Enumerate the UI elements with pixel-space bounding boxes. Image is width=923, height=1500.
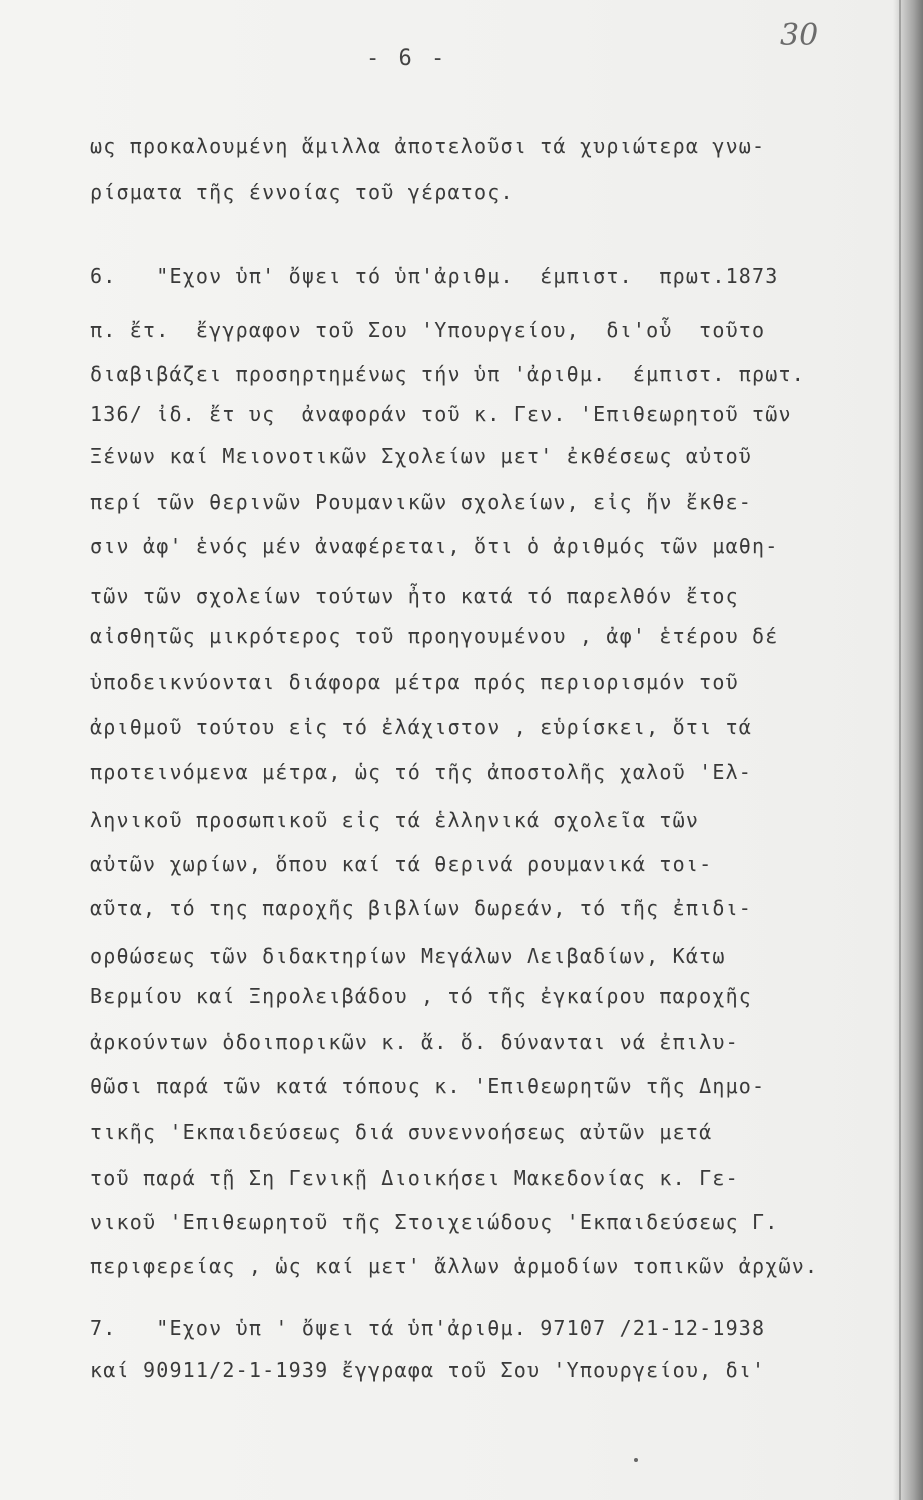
text-line: ρίσματα τῆς έννοίας τοῦ γέρατος. xyxy=(90,180,514,204)
text-line: 7. "Εχον ὑπ ' ὄψει τά ὑπ'ἀριθμ. 97107 /21-12-1938 xyxy=(90,1316,766,1340)
text-line: διαβιβάζει προσηρτημένως τήν ὑπ 'ἀριθμ. έμπιστ. πρωτ. xyxy=(90,362,806,386)
text-line: αὐτῶν χωρίων, ὅπου καί τά θερινά ρουμανικά τοι- xyxy=(90,852,713,876)
text-line: περί τῶν θερινῶν Ρουμανικῶν σχολείων, εἰς ἥν ἔκθε- xyxy=(90,490,753,514)
handwritten-page-number: 30 xyxy=(780,18,819,53)
text-line: καί 90911/2-1-1939 ἔγγραφα τοῦ Σου 'Υπουργείου, δι' xyxy=(90,1358,766,1382)
text-line: τῶν τῶν σχολείων τούτων ἦτο κατά τό παρελθόν ἔτος xyxy=(90,584,739,608)
text-line: τοῦ παρά τῇ Ση Γενικῇ Διοικήσει Μακεδονίας κ. Γε- xyxy=(90,1166,739,1190)
text-line: ως προκαλουμένη ἅμιλλα ἀποτελοῦσι τά χυριώτερα γνω- xyxy=(90,134,766,158)
text-line: Ξένων καί Μειονοτικῶν Σχολείων μετ' ἐκθέσεως αὐτοῦ xyxy=(90,444,753,468)
page-number: - 6 - xyxy=(366,46,448,71)
text-line: 6. "Εχον ὑπ' ὄψει τό ὑπ'ἀριθμ. έμπιστ. πρωτ.1873 xyxy=(90,264,779,288)
text-line: ἀρκούντων ὁδοιπορικῶν κ. ἄ. ὅ. δύνανται νά ἐπιλυ- xyxy=(90,1030,739,1054)
text-line: 136/ ἰδ. ἔτ υς ἀναφοράν τοῦ κ. Γεν. 'Επιθεωρητοῦ τῶν xyxy=(90,402,792,426)
ink-speck xyxy=(634,1458,638,1462)
text-line: θῶσι παρά τῶν κατά τόπους κ. 'Επιθεωρητῶν τῆς Δημο- xyxy=(90,1074,766,1098)
text-line: αἰσθητῶς μικρότερος τοῦ προηγουμένου , ἀφ' ἑτέρου δέ xyxy=(90,624,779,648)
text-line: προτεινόμενα μέτρα, ὡς τό τῆς ἀποστολῆς χαλοῦ 'Ελ- xyxy=(90,760,753,784)
text-line: νικοῦ 'Επιθεωρητοῦ τῆς Στοιχειώδους 'Εκπαιδεύσεως Γ. xyxy=(90,1210,779,1234)
text-line: σιν ἀφ' ἑνός μέν ἀναφέρεται, ὅτι ὁ ἀριθμός τῶν μαθη- xyxy=(90,534,779,558)
text-line: ληνικοῦ προσωπικοῦ εἰς τά ἑλληνικά σχολεῖα τῶν xyxy=(90,808,700,832)
text-line: Βερμίου καί Ξηρολειβάδου , τό τῆς ἐγκαίρου παροχῆς xyxy=(90,984,753,1008)
text-line: τικῆς 'Εκπαιδεύσεως διά συνεννοήσεως αὐτῶν μετά xyxy=(90,1120,713,1144)
page-edge-shadow xyxy=(893,0,923,1500)
text-line: ορθώσεως τῶν διδακτηρίων Μεγάλων Λειβαδίων, Κάτω xyxy=(90,944,726,968)
text-line: ἀριθμοῦ τούτου εἰς τό ἐλάχιστον , εὑρίσκει, ὅτι τά xyxy=(90,715,753,739)
text-line: περιφερείας , ὡς καί μετ' ἄλλων ἁρμοδίων τοπικῶν ἀρχῶν. xyxy=(90,1254,819,1278)
text-line: αῦτα, τό της παροχῆς βιβλίων δωρεάν, τό τῆς ἐπιδι- xyxy=(90,896,753,920)
text-line: ὑποδεικνύονται διάφορα μέτρα πρός περιορισμόν τοῦ xyxy=(90,670,739,694)
text-line: π. ἔτ. ἔγγραφον τοῦ Σου 'Υπουργείου, δι'οὗ τοῦτο xyxy=(90,318,766,342)
